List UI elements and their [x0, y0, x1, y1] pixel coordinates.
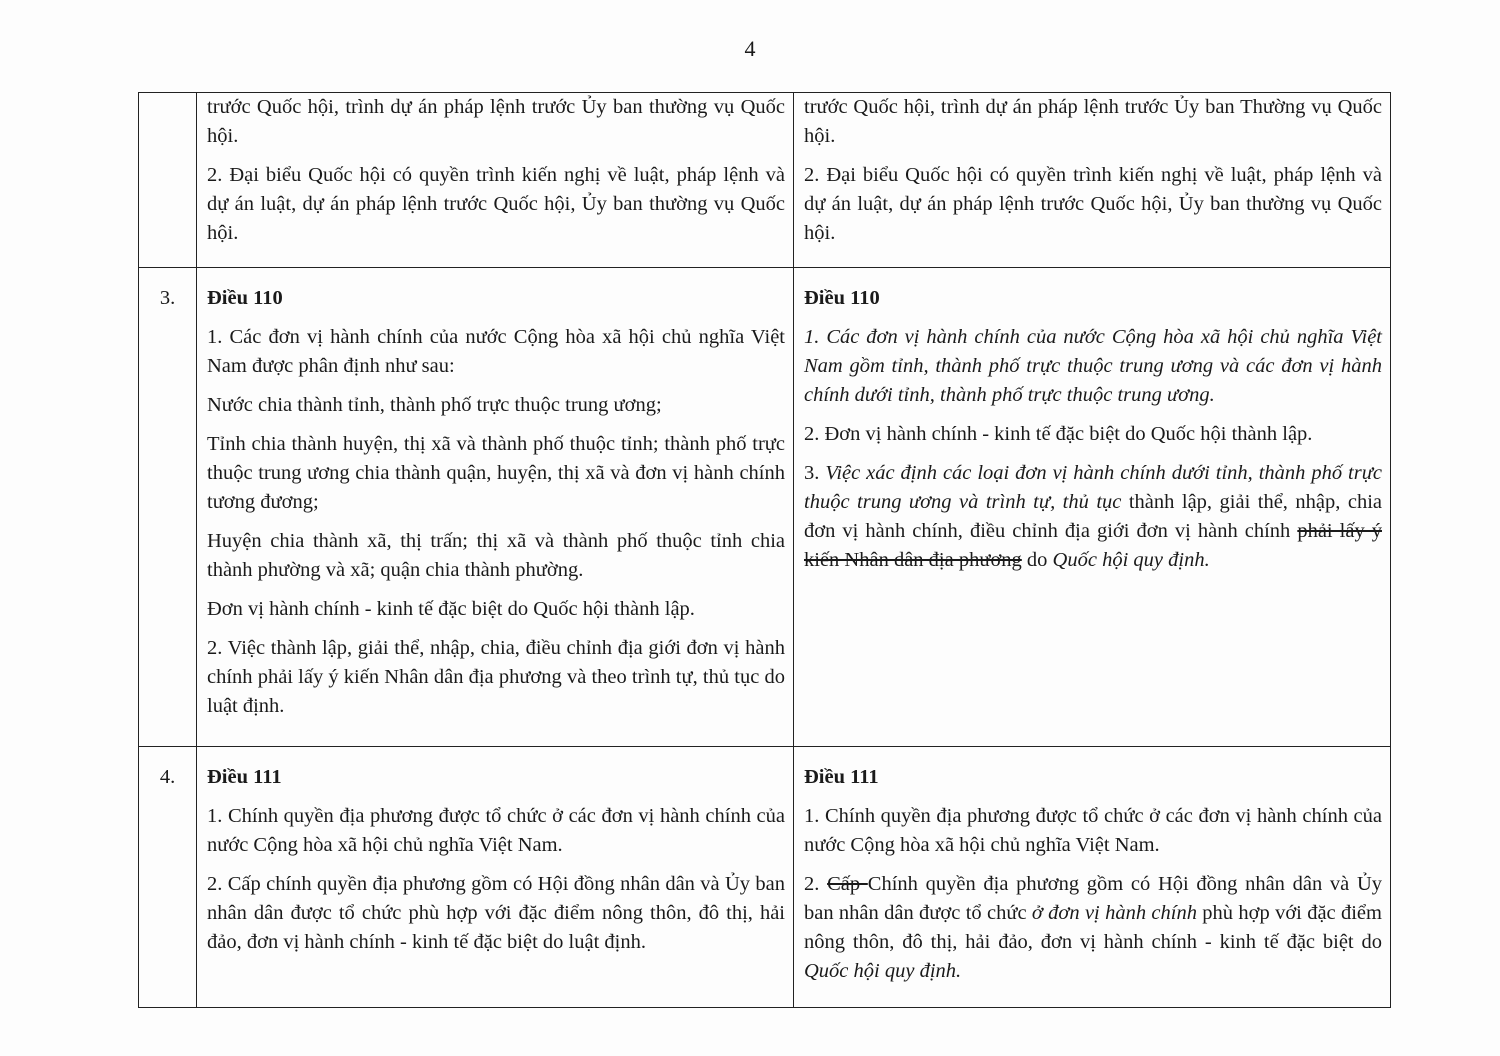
article-title: Điều 111 [207, 766, 282, 788]
article-title: Điều 110 [804, 287, 880, 309]
amended-text-cell [794, 268, 1391, 747]
original-text-cell [197, 268, 794, 747]
amended-paragraph: trước Quốc hội, trình dự án pháp lệnh trước Ủy ban Thường vụ Quốc hội. [804, 96, 1382, 147]
amended-paragraph: 2. Đơn vị hành chính - kinh tế đặc biệt do Quốc hội thành lập. [804, 423, 1313, 445]
row-number-cell: 3. [139, 268, 197, 747]
amended-text-cell [794, 93, 1391, 268]
plain-text: do [1021, 549, 1053, 571]
original-paragraph: 1. Chính quyền địa phương được tổ chức ở các đơn vị hành chính của nước Cộng hòa xã hội chủ nghĩa Việt Nam. [207, 805, 785, 856]
row-number-cell: 4. [139, 747, 197, 1008]
table-row [139, 93, 1391, 268]
amended-paragraph [804, 459, 1382, 575]
deleted-text: Cấp [827, 873, 868, 895]
original-paragraph: trước Quốc hội, trình dự án pháp lệnh trước Ủy ban thường vụ Quốc hội. [207, 96, 785, 147]
plain-text: Chính quyền địa phương gồm có Hội đồng nhân dân và Ủy ban nhân dân được tổ chức [804, 873, 1383, 924]
paragraph-number: 3. [804, 462, 826, 484]
article-title: Điều 110 [207, 287, 283, 309]
plain-text: thành lập, giải thể, nhập, chia đơn vị hành chính, điều chỉnh địa giới đơn vị hành chính [804, 491, 1382, 542]
added-text: ở đơn vị hành chính [1031, 902, 1197, 924]
comparison-table [138, 92, 1391, 1008]
original-paragraph: 2. Việc thành lập, giải thể, nhập, chia, điều chỉnh địa giới đơn vị hành chính phải lấy ý kiến Nhân dân địa phương và theo trình tự, thủ tục do luật định. [207, 637, 785, 717]
plain-text: phù hợp với đặc điểm nông thôn, đô thị, hải đảo, đơn vị hành chính - kinh tế đặc biệt do [804, 902, 1382, 953]
deleted-text: phải lấy ý kiến Nhân dân địa phương [804, 520, 1382, 571]
amended-text-cell [794, 747, 1391, 1008]
amended-paragraph: 1. Chính quyền địa phương được tổ chức ở các đơn vị hành chính của nước Cộng hòa xã hội chủ nghĩa Việt Nam. [804, 805, 1382, 856]
table-row [139, 747, 1391, 1008]
amended-paragraph: 1. Các đơn vị hành chính của nước Cộng hòa xã hội chủ nghĩa Việt Nam gồm tỉnh, thành phố trực thuộc trung ương và các đơn vị hành chính dưới tỉnh, thành phố trực thuộc trung ương. [804, 326, 1382, 406]
original-text-cell [197, 93, 794, 268]
added-text: Quốc hội quy định. [804, 960, 962, 982]
original-paragraph: Huyện chia thành xã, thị trấn; thị xã và thành phố thuộc tỉnh chia thành phường và xã; quận chia thành phường. [207, 530, 785, 581]
row-number-cell [139, 93, 197, 268]
original-paragraph: Đơn vị hành chính - kinh tế đặc biệt do Quốc hội thành lập. [207, 598, 695, 620]
added-text: Việc xác định các loại đơn vị hành chính dưới tỉnh, thành phố trực thuộc trung ương và trình tự, thủ tục [804, 462, 1383, 513]
original-paragraph: Nước chia thành tỉnh, thành phố trực thuộc trung ương; [207, 394, 662, 416]
amended-paragraph: 2. Đại biểu Quốc hội có quyền trình kiến nghị về luật, pháp lệnh và dự án luật, dự án pháp lệnh trước Quốc hội, Ủy ban thường vụ Quốc hội. [804, 164, 1382, 244]
table-row [139, 268, 1391, 747]
original-paragraph: 1. Các đơn vị hành chính của nước Cộng hòa xã hội chủ nghĩa Việt Nam được phân định như sau: [207, 326, 785, 377]
original-paragraph: 2. Đại biểu Quốc hội có quyền trình kiến nghị về luật, pháp lệnh và dự án luật, dự án pháp lệnh trước Quốc hội, Ủy ban thường vụ Quốc hội. [207, 164, 785, 244]
amended-paragraph [804, 870, 1382, 986]
added-text: Quốc hội quy định. [1052, 549, 1210, 571]
article-title: Điều 111 [804, 766, 879, 788]
paragraph-number: 2. [804, 873, 828, 895]
original-paragraph: 2. Cấp chính quyền địa phương gồm có Hội đồng nhân dân và Ủy ban nhân dân được tổ chức phù hợp với đặc điểm nông thôn, đô thị, hải đảo, đơn vị hành chính - kinh tế đặc biệt do luật định. [207, 873, 785, 953]
original-paragraph: Tỉnh chia thành huyện, thị xã và thành phố thuộc tỉnh; thành phố trực thuộc trung ương chia thành quận, huyện, thị xã và đơn vị hành chính tương đương; [207, 433, 785, 513]
page-number: 4 [744, 36, 756, 61]
original-text-cell [197, 747, 794, 1008]
